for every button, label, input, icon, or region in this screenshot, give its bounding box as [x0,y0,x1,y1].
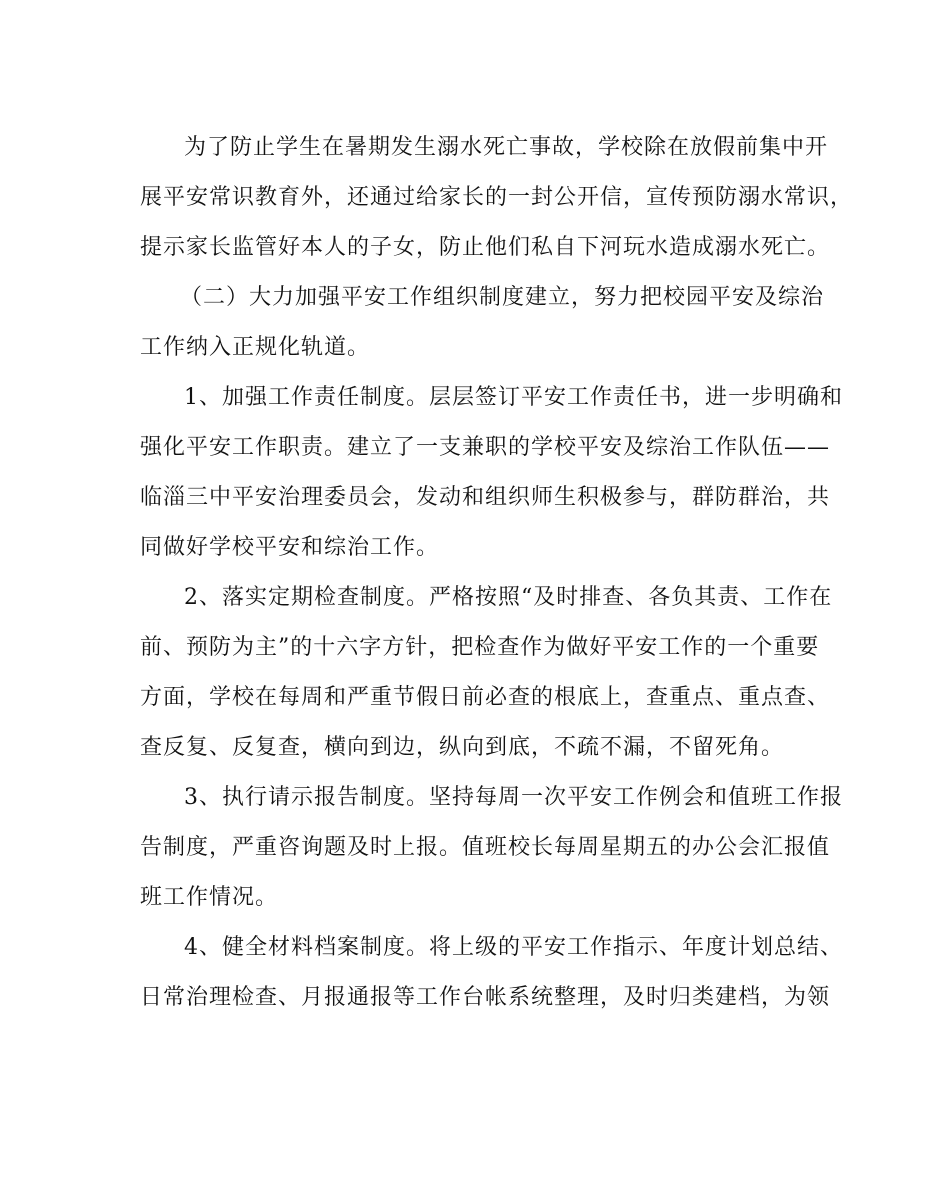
section-heading-line: 工作纳入正规化轨道。 [140,335,371,360]
paragraph-line: 临淄三中平安治理委员会，发动和组织师生积极参与，群防群治，共 [140,485,831,510]
paragraph-line: 前、预防为主”的十六字方针，把检查作为做好平安工作的一个重要 [140,635,820,660]
paragraph-line: 同做好学校平安和综治工作。 [140,535,440,560]
paragraph-line: 查反复、反复查，横向到边，纵向到底，不疏不漏，不留死角。 [140,735,785,760]
paragraph-line: 强化平安工作职责。建立了一支兼职的学校平安及综治工作队伍—— [140,435,831,460]
paragraph-line: 方面，学校在每周和严重节假日前必查的根底上，查重点、重点查、 [140,685,831,710]
section-heading-line: （二）大力加强平安工作组织制度建立，努力把校园平安及综治 [180,285,825,310]
paragraph-line: 日常治理检查、月报通报等工作台帐系统整理，及时归类建档，为领 [140,985,831,1010]
paragraph-line: 展平安常识教育外，还通过给家长的一封公开信，宣传预防溺水常识， [140,185,854,210]
paragraph-line: 1、加强工作责任制度。层层签订平安工作责任书，进一步明确和 [184,385,843,410]
paragraph-line: 班工作情况。 [140,885,279,910]
paragraph-line: 为了防止学生在暑期发生溺水死亡事故，学校除在放假前集中开 [184,135,829,160]
paragraph-line: 告制度，严重咨询题及时上报。值班校长每周星期五的办公会汇报值 [140,835,831,860]
paragraph-line: 4、健全材料档案制度。将上级的平安工作指示、年度计划总结、 [184,935,843,960]
paragraph-line: 提示家长监管好本人的子女，防止他们私自下河玩水造成溺水死亡。 [140,235,831,260]
paragraph-line: 3、执行请示报告制度。坚持每周一次平安工作例会和值班工作报 [184,785,843,810]
paragraph-line: 2、落实定期检查制度。严格按照“及时排查、各负其责、工作在 [184,585,833,610]
